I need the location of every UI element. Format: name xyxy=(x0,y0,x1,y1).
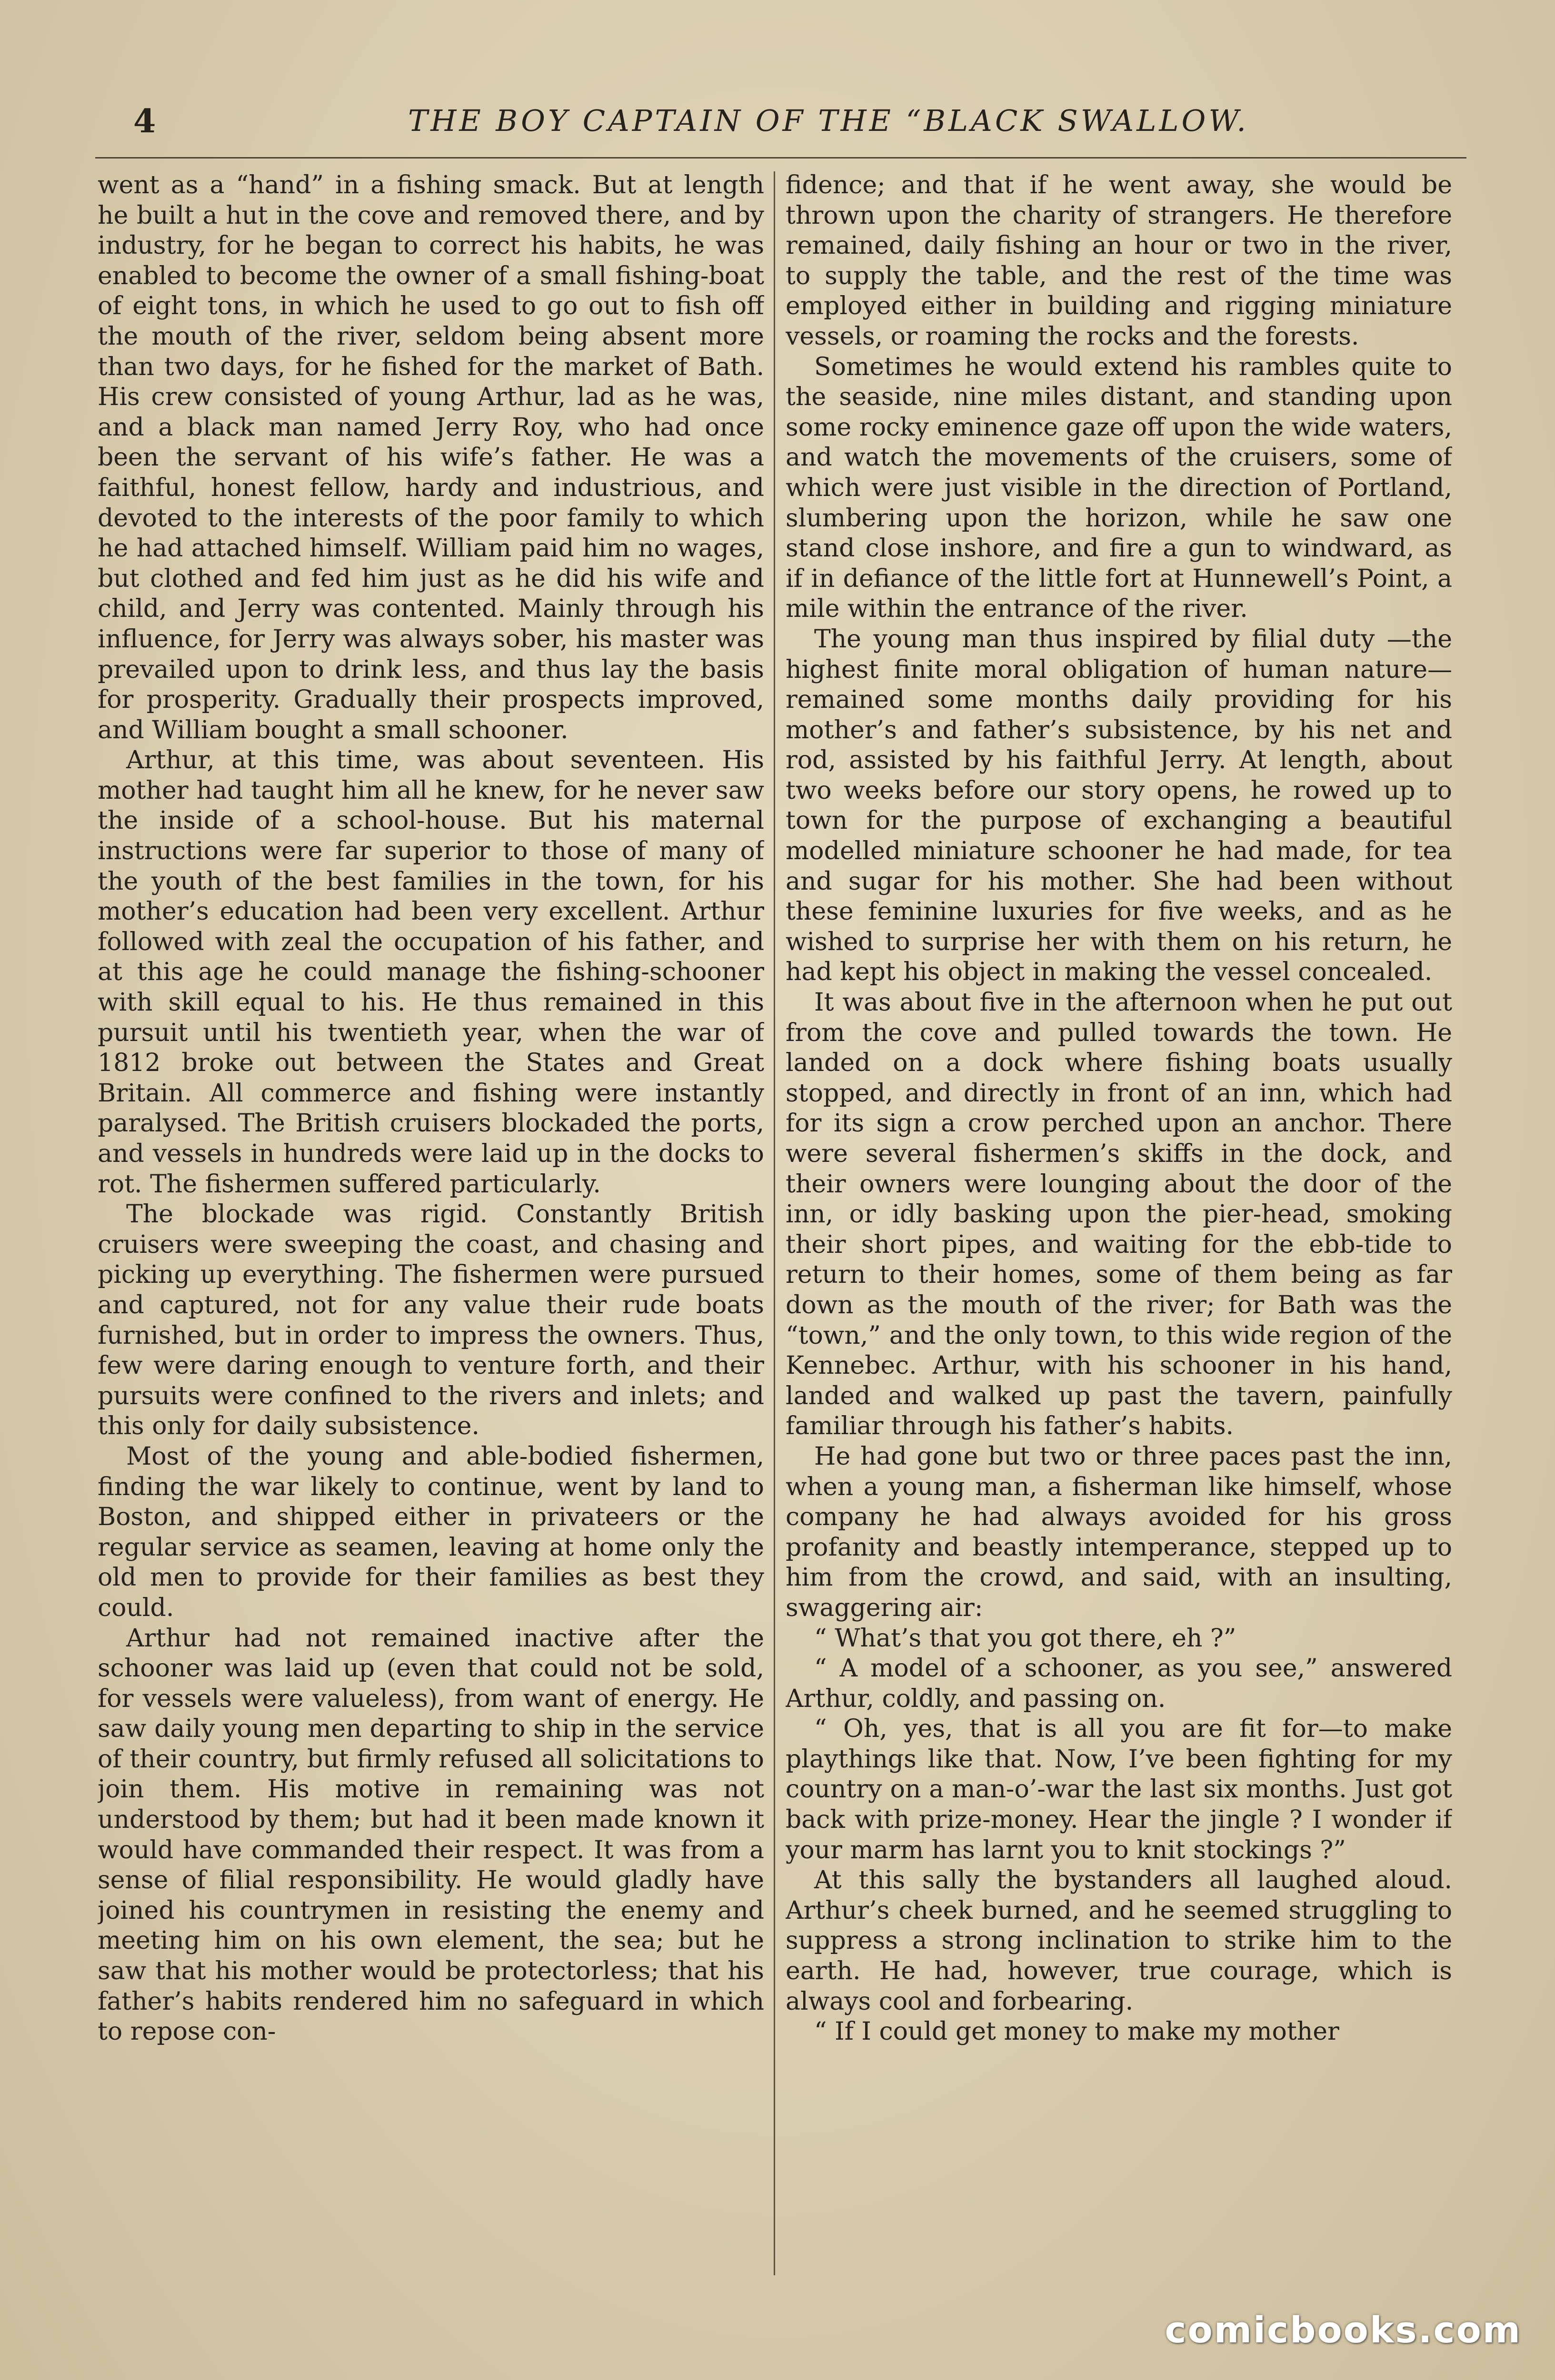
paragraph: It was about five in the afternoon when he put out from the cove and pulled towards the town. He landed on a dock where fishing boats usually stopped, and directly in front of an inn, which had for its sign a crow perched upon an anchor. There were several fishermen’s skiffs in the dock, and their owners were lounging about the door of the inn, or idly basking upon the pier-head, smoking their short pipes, and waiting for the ebb-tide to return to their homes, some of them being as far down as the mouth of the river; for Bath was the “town,” and the only town, to this wide region of the Kennebec. Arthur, with his schooner in his hand, landed and walked up past the tavern, painfully familiar through his father’s habits. xyxy=(786,988,1452,1441)
page-number: 4 xyxy=(133,102,156,140)
running-title: THE BOY CAPTAIN OF THE “BLACK SWALLOW. xyxy=(408,103,1249,138)
paragraph: Sometimes he would extend his rambles quite to the seaside, nine miles distant, and standing upon some rocky eminence gaze off upon the wide waters, and watch the movements of the cruisers, some of which were just visible in the direction of Portland, slumbering upon the horizon, while he saw one stand close inshore, and fire a gun to windward, as if in defiance of the little fort at Hunnewell’s Point, a mile within the entrance of the river. xyxy=(786,352,1452,624)
paragraph: “ Oh, yes, that is all you are fit for—to make playthings like that. Now, I’ve been fighting for my country on a man-o’-war the last six months. Just got back with prize-money. Hear the jingle ? I wonder if your marm has larnt you to knit stockings ?” xyxy=(786,1715,1452,1864)
paragraph: Arthur had not remained inactive after the schooner was laid up (even that could not be sold, for vessels were valueless), from want of energy. He saw daily young men departing to ship in the service of their country, but firmly refused all solicitations to join them. His motive in remaining was not understood by them; but had it been made known it would have commanded their respect. It was from a sense of filial responsibility. He would gladly have joined his countrymen in resisting the enemy and meeting him on his own element, the sea; but he saw that his mother would be protectorless; that his father’s habits rendered him no safeguard in which to repose con- xyxy=(98,1624,764,2046)
paragraph: At this sally the bystanders all laughed aloud. Arthur’s cheek burned, and he seemed struggling to suppress a strong inclination to strike him to the earth. He had, however, true courage, which is always cool and forbearing. xyxy=(786,1866,1452,2016)
paragraph: “ What’s that you got there, eh ?” xyxy=(814,1624,1236,1653)
paragraph: Arthur, at this time, was about seventeen. His mother had taught him all he knew, for he never saw the inside of a school-house. But his maternal instructions were far superior to those of many of the youth of the best families in the town, for his mother’s education had been very excellent. Arthur followed with zeal the occupation of his father, and at this age he could manage the fishing-schooner with skill equal to his. He thus remained in this pursuit until his twentieth year, when the war of 1812 broke out between the States and Great Britain. All commerce and fishing were instantly paralysed. The British cruisers blockaded the ports, and vessels in hundreds were laid up in the docks to rot. The fishermen suffered particularly. xyxy=(98,746,764,1199)
header-rule xyxy=(95,157,1466,159)
left-column xyxy=(98,170,764,2274)
paragraph: fidence; and that if he went away, she would be thrown upon the charity of strangers. He therefore remained, daily fishing an hour or two in the river, to supply the table, and the rest of the time was employed either in building and rigging miniature vessels, or roaming the rocks and the forests. xyxy=(786,171,1452,351)
paragraph: The blockade was rigid. Constantly British cruisers were sweeping the coast, and chasing and picking up everything. The fishermen were pursued and captured, not for any value their rude boats furnished, but in order to impress the owners. Thus, few were daring enough to venture forth, and their pursuits were confined to the rivers and inlets; and this only for daily subsistence. xyxy=(98,1200,764,1441)
paragraph: The young man thus inspired by filial duty —the highest finite moral obligation of human nature—remained some months daily providing for his mother’s and father’s subsistence, by his net and rod, assisted by his faithful Jerry. At length, about two weeks before our story opens, he rowed up to town for the purpose of exchanging a beautiful modelled miniature schooner he had made, for tea and sugar for his mother. She had been without these feminine luxuries for five weeks, and as he wished to surprise her with them on his return, he had kept his object in making the vessel concealed. xyxy=(786,625,1452,987)
paragraph: Most of the young and able-bodied fishermen, finding the war likely to continue, went by land to Boston, and shipped either in privateers or the regular service as seamen, leaving at home only the old men to provide for their families as best they could. xyxy=(98,1442,764,1622)
watermark: comicbooks.com xyxy=(1165,2309,1522,2351)
page-header xyxy=(95,98,1466,150)
right-column xyxy=(786,170,1452,2274)
column-divider xyxy=(774,171,775,2275)
paragraph: went as a “hand” in a fishing smack. But at length he built a hut in the cove and removed there, and by industry, for he began to correct his habits, he was enabled to become the owner of a small fishing-boat of eight tons, in which he used to go out to fish off the mouth of the river, seldom being absent more than two days, for he fished for the market of Bath. His crew consisted of young Arthur, lad as he was, and a black man named Jerry Roy, who had once been the servant of his wife’s father. He was a faithful, honest fellow, hardy and industrious, and devoted to the interests of the poor family to which he had attached himself. William paid him no wages, but clothed and fed him just as he did his wife and child, and Jerry was contented. Mainly through his influence, for Jerry was always sober, his master was prevailed upon to drink less, and thus lay the basis for prosperity. Gradually their prospects improved, and William bought a small schooner. xyxy=(98,171,764,744)
paragraph: He had gone but two or three paces past the inn, when a young man, a fisherman like himself, whose company he had always avoided for his gross profanity and beastly intemperance, stepped up to him from the crowd, and said, with an insulting, swaggering air: xyxy=(786,1442,1452,1622)
paragraph: “ If I could get money to make my mother xyxy=(814,2017,1339,2046)
paragraph: “ A model of a schooner, as you see,” answered Arthur, coldly, and passing on. xyxy=(786,1654,1452,1713)
